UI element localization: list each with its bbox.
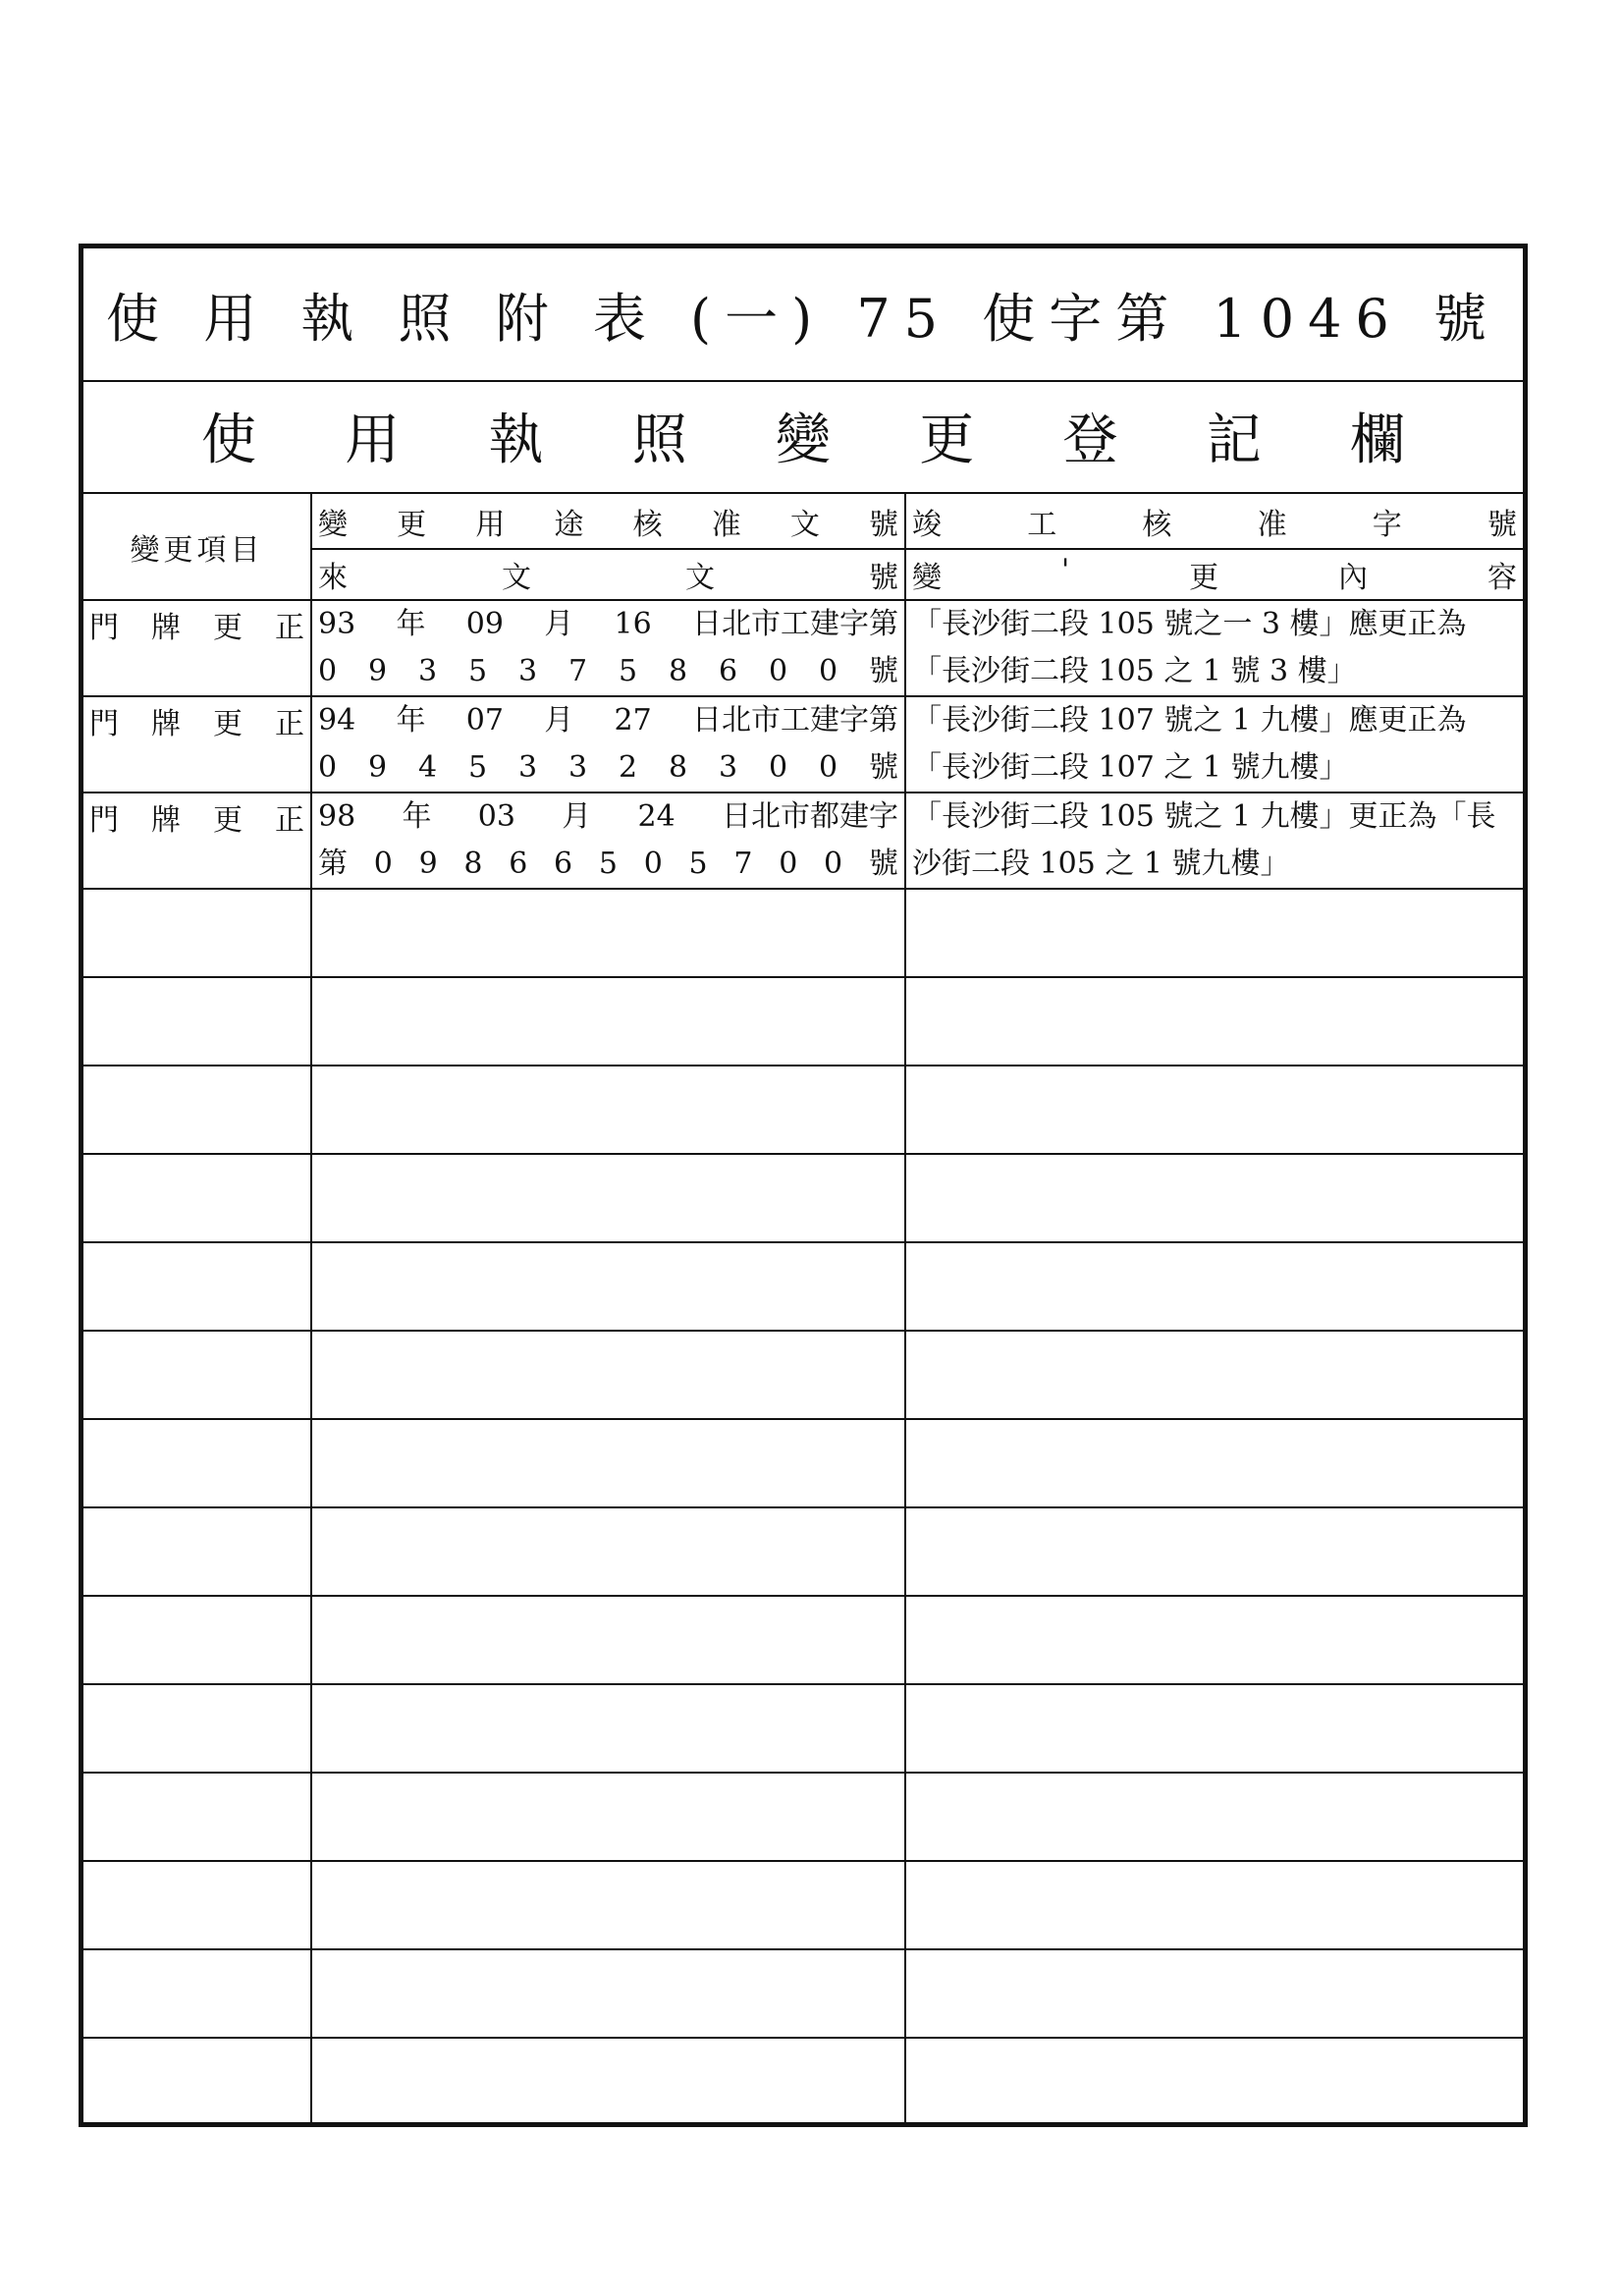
doc-line2-part: 5 xyxy=(688,847,708,881)
doc-line1-part: 03 xyxy=(477,799,515,834)
doc-line1-part: 月 xyxy=(562,799,592,834)
empty-row xyxy=(83,889,1523,977)
empty-cell xyxy=(311,1861,905,1949)
empty-cell xyxy=(311,1773,905,1861)
subtitle-char: 欄 xyxy=(1350,409,1405,472)
header-char: 更 xyxy=(1189,561,1219,595)
doc-line1-part: 16 xyxy=(614,607,652,641)
empty-row xyxy=(83,1596,1523,1684)
doc-line2-part: 0 xyxy=(824,847,843,881)
change-item-char: 牌 xyxy=(151,611,181,645)
header-char: 核 xyxy=(1142,507,1172,542)
doc-line1-part: 94 xyxy=(318,703,356,738)
doc-line2-part: 0 xyxy=(769,654,788,688)
doc-line2-part: 9 xyxy=(368,750,388,785)
doc-line2-part: 號 xyxy=(869,750,898,785)
empty-cell xyxy=(905,1066,1523,1154)
change-item-char: 牌 xyxy=(151,803,181,838)
doc-line2-part: 3 xyxy=(518,654,538,688)
empty-cell xyxy=(905,1154,1523,1242)
empty-cell xyxy=(311,1066,905,1154)
doc-line2-part: 0 xyxy=(318,750,338,785)
empty-cell xyxy=(311,889,905,977)
empty-row xyxy=(83,1861,1523,1949)
header-char: 更 xyxy=(397,507,427,542)
empty-row xyxy=(83,1242,1523,1331)
approval-doc-cell xyxy=(311,793,905,889)
approval-doc-cell xyxy=(311,600,905,696)
change-content-line: 沙街二段 105 之 1 號九樓」 xyxy=(912,847,1290,881)
change-content-line: 「長沙街二段 107 號之 1 九樓」應更正為 xyxy=(912,703,1467,738)
empty-cell xyxy=(83,889,311,977)
doc-line2-part: 4 xyxy=(418,750,438,785)
doc-line2-part: 3 xyxy=(719,750,738,785)
subtitle-char: 更 xyxy=(919,409,975,472)
empty-row xyxy=(83,1066,1523,1154)
doc-line2-part: 號 xyxy=(869,654,898,688)
header-char: 來 xyxy=(318,561,348,595)
empty-cell xyxy=(83,1684,311,1773)
empty-cell xyxy=(905,1331,1523,1419)
header-char: 變 xyxy=(912,561,942,595)
doc-line2-part: 9 xyxy=(418,847,438,881)
change-item-char: 正 xyxy=(275,803,304,838)
change-item-cell xyxy=(83,696,311,793)
table-row xyxy=(83,793,1523,889)
subtitle-char: 記 xyxy=(1206,409,1262,472)
doc-line2-part: 6 xyxy=(719,654,738,688)
empty-row xyxy=(83,1507,1523,1596)
header-change-item: 變更項目 xyxy=(83,494,311,600)
doc-line2-part: 7 xyxy=(733,847,753,881)
doc-line1-part: 月 xyxy=(544,703,574,738)
doc-line2-part: 6 xyxy=(554,847,573,881)
change-item-char: 牌 xyxy=(151,707,181,741)
subtitle-char: 使 xyxy=(201,409,256,472)
change-item-cell xyxy=(83,793,311,889)
empty-cell xyxy=(83,1507,311,1596)
license-appendix-form xyxy=(79,244,1528,2127)
empty-cell xyxy=(83,1861,311,1949)
change-item-char: 門 xyxy=(89,707,119,741)
doc-line2-part: 8 xyxy=(669,750,688,785)
doc-line2-part: 0 xyxy=(643,847,663,881)
header-char: 號 xyxy=(868,507,898,542)
doc-line1-part: 年 xyxy=(396,607,426,641)
header-char: 變 xyxy=(318,507,348,542)
header-char: 文 xyxy=(789,507,820,542)
header-completion-approval xyxy=(905,494,1523,549)
empty-cell xyxy=(905,2038,1523,2126)
empty-row xyxy=(83,1419,1523,1507)
change-item-char: 更 xyxy=(213,803,243,838)
doc-line2-part: 6 xyxy=(509,847,528,881)
doc-line1-part: 日北市工建字第 xyxy=(691,703,898,738)
subtitle-char: 變 xyxy=(776,409,831,472)
header-incoming-doc xyxy=(311,549,905,600)
change-content-line: 「長沙街二段 105 號之 1 九樓」更正為「長 xyxy=(912,799,1496,834)
empty-cell xyxy=(83,1773,311,1861)
doc-line2-part: 8 xyxy=(463,847,483,881)
doc-line1-part: 年 xyxy=(396,703,426,738)
change-item-char: 門 xyxy=(89,803,119,838)
empty-cell xyxy=(311,1507,905,1596)
empty-cell xyxy=(83,1242,311,1331)
empty-cell xyxy=(83,1596,311,1684)
change-item-char: 門 xyxy=(89,611,119,645)
doc-line2-part: 7 xyxy=(568,654,588,688)
subtitle-char: 登 xyxy=(1062,409,1118,472)
header-char: 內 xyxy=(1338,561,1369,595)
header-char: 准 xyxy=(1257,507,1287,542)
header-char: 號 xyxy=(1486,507,1517,542)
doc-line2-part: 9 xyxy=(368,654,388,688)
doc-line1-part: 24 xyxy=(637,799,675,834)
change-content-line: 「長沙街二段 105 之 1 號 3 樓」 xyxy=(912,654,1357,688)
approval-doc-cell xyxy=(311,696,905,793)
empty-cell xyxy=(905,1507,1523,1596)
header-approval-doc xyxy=(311,494,905,549)
doc-line1-part: 93 xyxy=(318,607,356,641)
empty-cell xyxy=(311,1419,905,1507)
empty-cell xyxy=(905,889,1523,977)
header-char: 核 xyxy=(632,507,663,542)
doc-line2-part: 3 xyxy=(518,750,538,785)
change-item-char: 更 xyxy=(213,707,243,741)
subtitle-char: 照 xyxy=(631,409,687,472)
empty-cell xyxy=(83,1419,311,1507)
empty-cell xyxy=(905,1861,1523,1949)
header-char: 字 xyxy=(1372,507,1402,542)
empty-cell xyxy=(83,1949,311,2038)
change-content-cell xyxy=(905,696,1523,793)
doc-line1-part: 日北市工建字第 xyxy=(691,607,898,641)
empty-cell xyxy=(311,1331,905,1419)
subtitle-char: 用 xyxy=(345,409,401,472)
empty-cell xyxy=(311,1154,905,1242)
doc-line1-part: 27 xyxy=(614,703,652,738)
doc-line2-part: 5 xyxy=(598,847,618,881)
empty-cell xyxy=(905,1242,1523,1331)
change-item-char: 正 xyxy=(275,611,304,645)
empty-cell xyxy=(311,1242,905,1331)
change-content-cell xyxy=(905,600,1523,696)
empty-cell xyxy=(83,977,311,1066)
doc-line1-part: 日北市都建字 xyxy=(721,799,898,834)
empty-cell xyxy=(311,2038,905,2126)
empty-row xyxy=(83,1773,1523,1861)
doc-line1-part: 年 xyxy=(402,799,432,834)
header-char: 竣 xyxy=(912,507,942,542)
doc-line2-part: 號 xyxy=(868,847,898,881)
empty-cell xyxy=(905,1684,1523,1773)
table-row xyxy=(83,696,1523,793)
form-title: 使 用 執 照 附 表 (一) 75 使字第 1046 號 xyxy=(83,248,1523,382)
header-char: 文 xyxy=(685,561,715,595)
doc-line2-part: 0 xyxy=(819,750,838,785)
empty-row xyxy=(83,2038,1523,2126)
empty-row xyxy=(83,1949,1523,2038)
change-content-line: 「長沙街二段 105 號之一 3 樓」應更正為 xyxy=(912,607,1467,641)
table-row xyxy=(83,600,1523,696)
header-char: 途 xyxy=(554,507,584,542)
empty-cell xyxy=(311,1684,905,1773)
doc-line2-part: 5 xyxy=(619,654,638,688)
change-item-char: 更 xyxy=(213,611,243,645)
form-subtitle xyxy=(83,380,1523,494)
doc-line2-part: 2 xyxy=(619,750,638,785)
empty-row xyxy=(83,1154,1523,1242)
doc-line2-part: 0 xyxy=(318,654,338,688)
header-char: 用 xyxy=(475,507,506,542)
doc-line1-part: 98 xyxy=(318,799,356,834)
header-char: 文 xyxy=(502,561,531,595)
empty-row xyxy=(83,1684,1523,1773)
doc-line2-part: 0 xyxy=(373,847,393,881)
header-char: 號 xyxy=(869,561,898,595)
subtitle-char: 執 xyxy=(488,409,544,472)
doc-line2-part: 0 xyxy=(769,750,788,785)
empty-cell xyxy=(83,1154,311,1242)
empty-cell xyxy=(905,1949,1523,2038)
change-item-char: 正 xyxy=(275,707,304,741)
doc-line2-part: 3 xyxy=(418,654,438,688)
empty-cell xyxy=(905,1596,1523,1684)
doc-line1-part: 月 xyxy=(544,607,574,641)
doc-line2-part: 第 xyxy=(318,847,348,881)
header-char: 准 xyxy=(711,507,741,542)
empty-cell xyxy=(311,1949,905,2038)
doc-line2-part: 0 xyxy=(779,847,798,881)
header-change-content xyxy=(905,549,1523,600)
doc-line1-part: 09 xyxy=(465,607,504,641)
doc-line2-part: 8 xyxy=(669,654,688,688)
header-char: ' xyxy=(1060,553,1070,587)
header-char: 工 xyxy=(1027,507,1057,542)
empty-cell xyxy=(311,1596,905,1684)
empty-cell xyxy=(83,2038,311,2126)
doc-line1-part: 07 xyxy=(465,703,504,738)
empty-cell xyxy=(83,1331,311,1419)
empty-cell xyxy=(311,977,905,1066)
header-char: 容 xyxy=(1487,561,1517,595)
doc-line2-part: 3 xyxy=(568,750,588,785)
empty-row xyxy=(83,1331,1523,1419)
empty-cell xyxy=(905,1773,1523,1861)
change-content-cell xyxy=(905,793,1523,889)
empty-cell xyxy=(905,1419,1523,1507)
doc-line2-part: 5 xyxy=(468,750,488,785)
change-content-line: 「長沙街二段 107 之 1 號九樓」 xyxy=(912,750,1349,785)
empty-row xyxy=(83,977,1523,1066)
change-register-table xyxy=(83,494,1523,2127)
empty-cell xyxy=(83,1066,311,1154)
doc-line2-part: 0 xyxy=(819,654,838,688)
doc-line2-part: 5 xyxy=(468,654,488,688)
change-item-cell xyxy=(83,600,311,696)
empty-cell xyxy=(905,977,1523,1066)
